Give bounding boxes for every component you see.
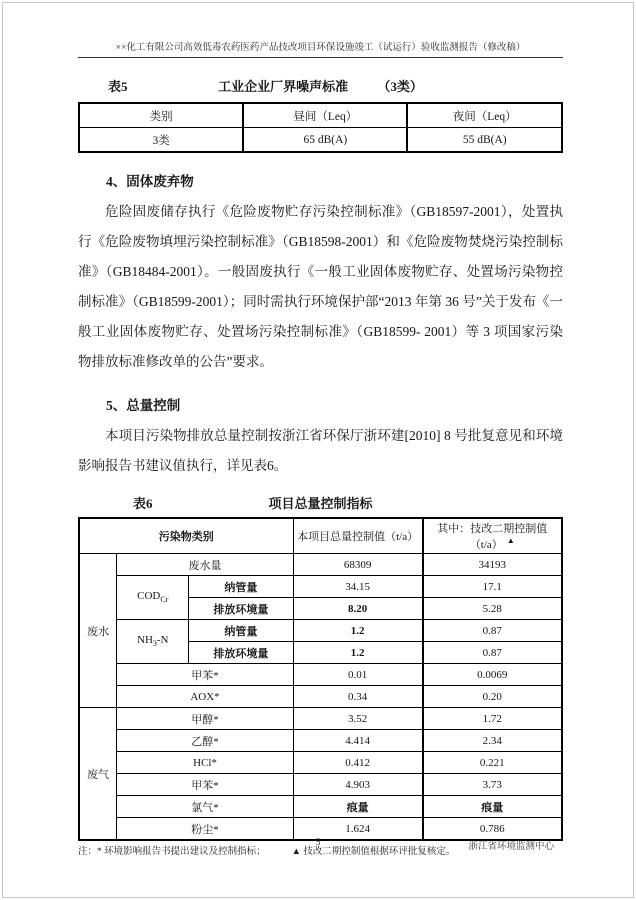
- t6-value: 0.786: [423, 818, 562, 841]
- nh3-subscript: 3: [152, 639, 157, 649]
- t6-group-wastewater: 废水: [79, 554, 117, 708]
- cod-name: COD: [137, 590, 161, 603]
- page-number: 5: [315, 838, 321, 848]
- t6-header-phase2-text: 其中：技改二期控制值（t/a）: [437, 523, 548, 551]
- table-row: [79, 708, 562, 730]
- table-row: [79, 576, 562, 598]
- t6-value: 5.28: [423, 598, 562, 620]
- t6-value: 68309: [293, 554, 422, 576]
- table-row: [79, 554, 562, 576]
- t6-value: 4.414: [293, 730, 422, 752]
- t5-cell-category: 3类: [79, 128, 243, 153]
- t6-value: 4.903: [293, 774, 422, 796]
- t6-value: 0.221: [423, 752, 562, 774]
- t6-label-chlorine: 氯气*: [117, 796, 293, 818]
- table5-caption: [78, 78, 563, 96]
- t6-value: 0.412: [293, 752, 422, 774]
- t6-label-ethanol: 乙醇*: [117, 730, 293, 752]
- table5-title-suffix: （3类）: [377, 79, 423, 94]
- t5-header-day: 昼间（Leq）: [243, 103, 407, 128]
- t6-label-wastewater-total: 废水量: [117, 554, 293, 576]
- noise-standard-table: [78, 102, 563, 153]
- t6-value: 0.20: [423, 686, 562, 708]
- t6-value: 34.15: [293, 576, 422, 598]
- t6-pollutant-cod: [117, 576, 189, 620]
- total-control-table: [78, 517, 563, 841]
- t6-value: 0.87: [423, 620, 562, 642]
- t6-value: 0.87: [423, 642, 562, 664]
- table6-label: 表6: [133, 496, 153, 511]
- t6-value: 1.2: [293, 620, 422, 642]
- t6-value: 1.72: [423, 708, 562, 730]
- table-row: [79, 518, 562, 554]
- t6-value: 痕量: [293, 796, 422, 818]
- t6-value: 0.34: [293, 686, 422, 708]
- t6-value: 17.1: [423, 576, 562, 598]
- t6-label-methanol: 甲醇*: [117, 708, 293, 730]
- section4-heading: 4、固体废弃物: [106, 174, 194, 189]
- table-row: [79, 752, 562, 774]
- t6-value: 痕量: [423, 796, 562, 818]
- footer-organization: 浙江省环境监测中心: [468, 842, 554, 852]
- t5-header-category: 类别: [79, 103, 243, 128]
- t6-value: 34193: [423, 554, 562, 576]
- table-row: [79, 686, 562, 708]
- t6-label-toluene-water: 甲苯*: [117, 664, 293, 686]
- t6-sublabel: 纳管量: [189, 620, 293, 642]
- t6-sublabel: 排放环境量: [189, 642, 293, 664]
- triangle-marker-icon: ▲: [506, 536, 515, 546]
- table6-title: 项目总量控制指标: [268, 496, 373, 511]
- t6-value: 8.20: [293, 598, 422, 620]
- t6-label-aox: AOX*: [117, 686, 293, 708]
- t6-label-dust: 粉尘*: [117, 818, 293, 841]
- t5-cell-day: 65 dB(A): [243, 128, 407, 153]
- t6-label-toluene-gas: 甲苯*: [117, 774, 293, 796]
- t6-header-total: 本项目总量控制值（t/a）: [293, 518, 422, 554]
- t6-value: 3.73: [423, 774, 562, 796]
- table5-title: 工业企业厂界噪声标准: [218, 79, 349, 94]
- t6-sublabel: 纳管量: [189, 576, 293, 598]
- t6-value: 3.52: [293, 708, 422, 730]
- table-row: [79, 818, 562, 841]
- t6-value: 1.2: [293, 642, 422, 664]
- table-row: [79, 664, 562, 686]
- table-row: [79, 796, 562, 818]
- table-row: [79, 103, 562, 128]
- t6-pollutant-nh3n: [117, 620, 189, 664]
- table5-label: 表5: [108, 79, 128, 94]
- table-row: [79, 774, 562, 796]
- t6-value: 0.0069: [423, 664, 562, 686]
- table6-note-star: 注：* 环境影响报告书提出建议及控制指标；: [78, 847, 266, 857]
- t6-header-phase2: [423, 518, 562, 554]
- table6-note-triangle: ▲ 技改二期控制值根据环评批复核定。: [291, 847, 456, 857]
- t6-value: 0.01: [293, 664, 422, 686]
- page-header-title: ××化工有限公司高效低毒农药医药产品技改项目环保设施竣工（试运行）验收监测报告（修改稿）: [78, 42, 563, 58]
- cod-subscript: Cr: [160, 595, 169, 605]
- t6-sublabel: 排放环境量: [189, 598, 293, 620]
- table6-caption: [78, 495, 563, 513]
- section5-paragraph: 本项目污染物排放总量控制按浙江省环保厅浙环建[2010] 8 号批复意见和环境影响报告书建议值执行，详见表6。: [78, 428, 563, 473]
- table-row: [79, 128, 562, 153]
- section4-paragraph: 危险固废储存执行《危险废物贮存污染控制标准》（GB18597-2001），处置执行《危险废物填埋污染控制标准》（GB18598-2001）和《危险废物焚烧污染控制标准》（GB18484-2001）。一般固废执行《一般工业固体废物贮存、处置场污染物控制标准》（GB18599-2001）；同时需执行环境保护部“2013 年第 36 号”关于发布《一般工业固体废物贮存、处置场污染控制标准》（GB18599- 2001）等 3 项国家污染物排放标准修改单的公告”要求。: [78, 204, 563, 369]
- t6-group-wastegas: 废气: [79, 708, 117, 841]
- nh3-prefix: NH: [137, 634, 153, 647]
- table-row: [79, 730, 562, 752]
- nh3-suffix: -N: [156, 634, 169, 647]
- t6-label-hcl: HCl*: [117, 752, 293, 774]
- t6-value: 1.624: [293, 818, 422, 841]
- t6-header-category: 污染物类别: [79, 518, 293, 554]
- t5-cell-night: 55 dB(A): [407, 128, 562, 153]
- table-row: [79, 620, 562, 642]
- section5-heading: 5、总量控制: [106, 398, 181, 413]
- t6-value: 2.34: [423, 730, 562, 752]
- t5-header-night: 夜间（Leq）: [407, 103, 562, 128]
